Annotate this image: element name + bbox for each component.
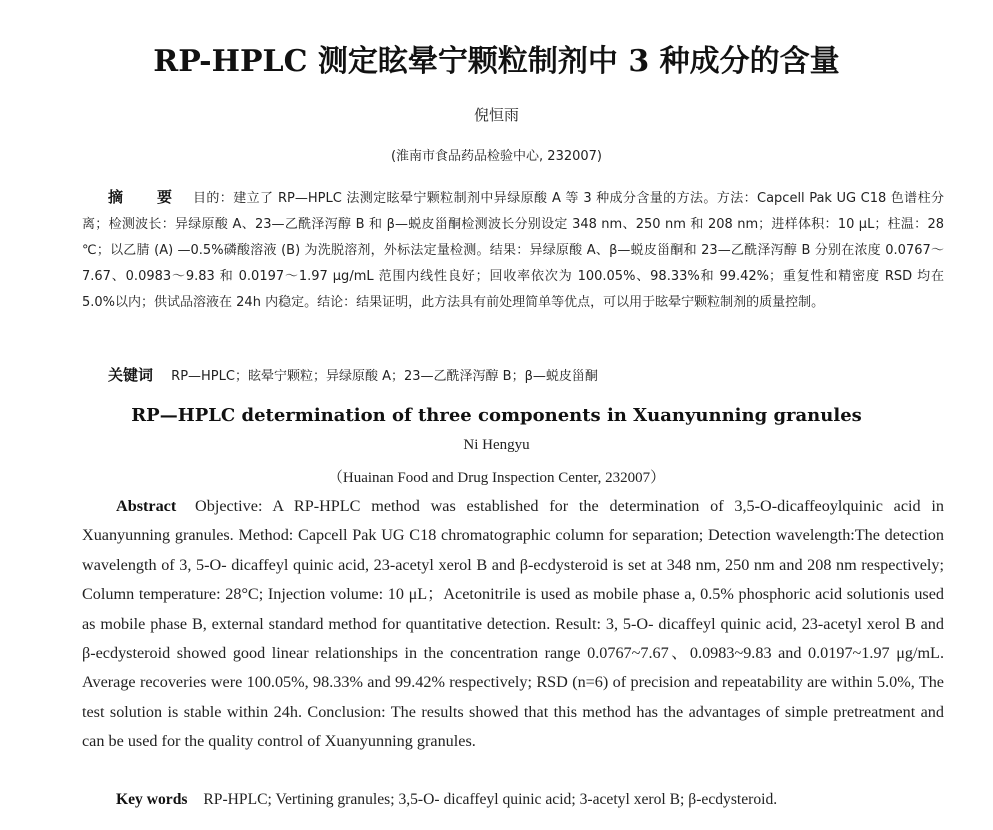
chinese-keywords-label: 关键词 [108,366,154,384]
chinese-abstract-label: 摘 要 [108,188,187,206]
chinese-affiliation: (淮南市食品药品检验中心, 232007) [390,149,603,164]
chinese-title: RP-HPLC 测定眩晕宁颗粒制剂中 3 种成分的含量 [153,44,840,79]
english-abstract [82,492,944,757]
chinese-author: 倪恒雨 [473,106,519,124]
chinese-abstract-text: 目的：建立了 RP—HPLC 法测定眩晕宁颗粒制剂中异绿原酸 A 等 3 种成分含量的方法。方法：Capcell Pak UG C18 色谱柱分离；检测波长：异绿原酸 A、23—乙酰泽泻醇 B 和 β—蜕皮甾酮检测波长分别设定 348 nm、250 nm 和 208 nm；进样体积：10 μL；柱温：28 ℃；以乙腈 (A) —0.5%磷酸溶液 (B) 为洗脱溶剂，外标法定量检测。结果：异绿原酸 A、β—蜕皮甾酮和 23—乙酰泽泻醇 B 分别在浓度 0.0767～7.67、0.0983～9.83 和 0.0197～1.97 μg/mL 范围内线性良好；回收率依次为 100.05%、98.33%和 99.42%；重复性和精密度 RSD 均在 5.0%以内；供试品溶液在 24h 内稳定。结论：结果证明，此方法具有前处理简单等优点，可以用于眩晕宁颗粒制剂的质量控制。 [82,191,944,310]
english-keywords-label: Key words [116,791,188,808]
english-affiliation: （Huainan Food and Drug Inspection Center, 232007） [327,470,666,486]
english-keywords-text: RP-HPLC; Vertining granules; 3,5-O- dicaffeyl quinic acid; 3-acetyl xerol B; β-ecdysteroid. [203,791,778,808]
english-abstract-text: Objective: A RP-HPLC method was established for the determination of 3,5-O-dicaffeoylquinic acid in Xuanyunning granules. Method: Capcell Pak UG C18 chromatographic column for separation; Detection wavelength:The detection wavelength of 3, 5-O- dicaffeyl quinic acid, 23-acetyl xerol B and β-ecdysteroid is set at 348 nm, 250 nm and 208 nm respectively; Column temperature: 28°C; Injection volume: 10 μL；Acetonitrile is used as mobile phase a, 0.5% phosphoric acid solutionis used as mobile phase B, external standard method for quantitative detection. Result: 3, 5-O- dicaffeyl quinic acid, 23-acetyl xerol B and β-ecdysteroid showed good linear relationships in the concentration range 0.0767~7.67、0.0983~9.83 and 0.0197~1.97 μg/mL. Average recoveries were 100.05%, 98.33% and 99.42% respectively; RSD (n=6) of precision and repeatability are within 5.0%, The test solution is stable within 24h. Conclusion: The results showed that this method has the advantages of simple pretreatment and can be used for the quality control of Xuanyunning granules. [82,497,944,751]
chinese-keywords-text: RP—HPLC；眩晕宁颗粒；异绿原酸 A；23—乙酰泽泻醇 B；β—蜕皮甾酮 [171,369,598,384]
english-abstract-label: Abstract [116,497,177,515]
chinese-keywords [82,362,944,390]
english-keywords [82,786,944,814]
chinese-abstract [82,184,944,316]
english-title: RP—HPLC determination of three components in Xuanyunning granules [131,405,862,426]
english-author: Ni Hengyu [463,437,530,453]
